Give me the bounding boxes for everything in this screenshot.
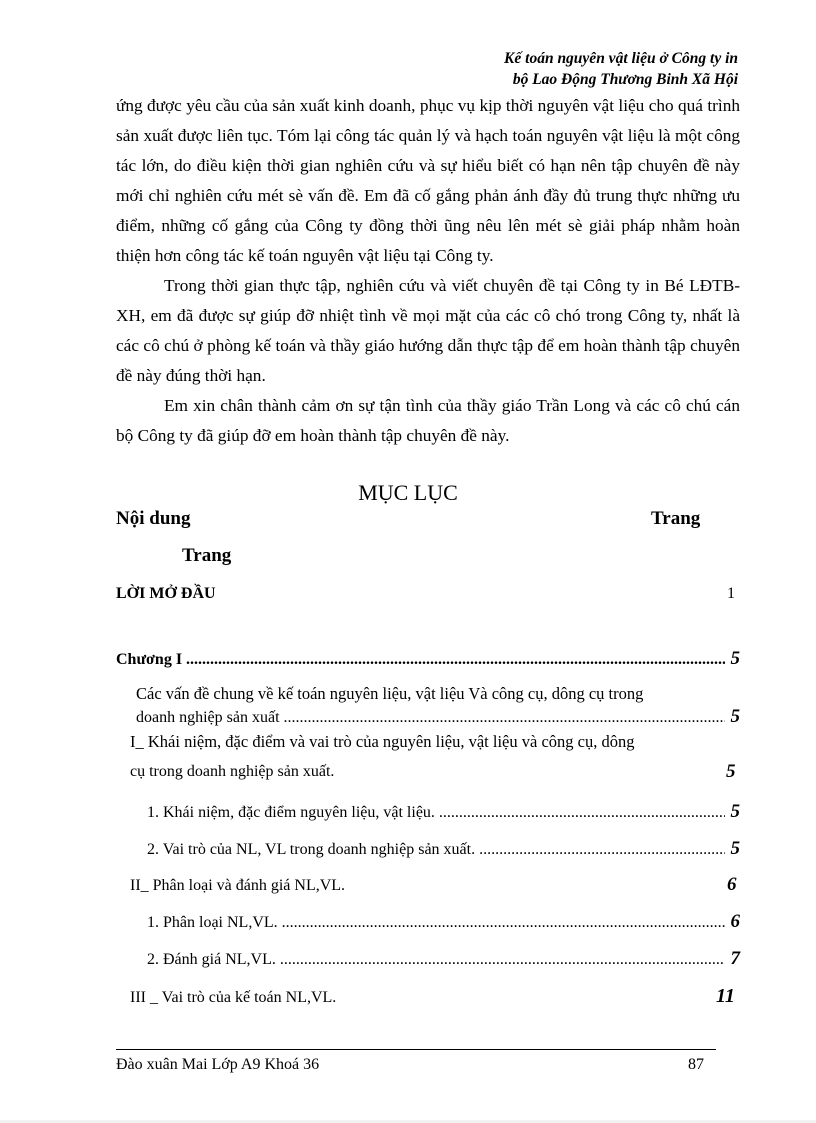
toc-entry-2-2[interactable] <box>147 948 740 970</box>
toc-column-page: Trang <box>651 508 701 529</box>
toc-entry-page: 5 <box>730 838 740 859</box>
toc-entry-general-issues-line-2[interactable] <box>136 706 740 728</box>
toc-entry-section-3[interactable]: III _ Vai trò của kế toán NL,VL. <box>130 989 337 1006</box>
header-line-1: Kế toán nguyên vật liệu ở Công ty in <box>504 50 738 67</box>
toc-entry-1-2[interactable] <box>147 838 740 860</box>
toc-entry-1-1[interactable] <box>147 801 740 823</box>
toc-entry-page: 1 <box>727 585 735 602</box>
toc-entry-page: 6 <box>727 874 737 895</box>
toc-entry-label: 2. Vai trò của NL, VL trong doanh nghiệp sản xuất. <box>147 841 476 858</box>
toc-entry-preface[interactable] <box>116 585 216 603</box>
toc-entry-label: 1. Phân loại NL,VL. <box>147 914 278 931</box>
toc-entry-chapter-1[interactable] <box>116 648 740 670</box>
toc-entry-page: 5 <box>726 761 736 782</box>
toc-entry-label: 1. Khái niệm, đặc điểm nguyên liệu, vật liệu. <box>147 804 435 821</box>
toc-entry-page: 6 <box>730 911 740 932</box>
toc-dot-leader <box>280 951 725 969</box>
toc-entry-label: LỜI MỞ ĐẦU <box>116 585 216 602</box>
toc-entry-page: 11 <box>716 985 735 1007</box>
toc-column-page-2: Trang <box>182 545 232 566</box>
header-line-2: bộ Lao Động Thương Binh Xã Hội <box>512 71 738 88</box>
toc-entry-label-line-1: I_ Khái niệm, đặc điểm và vai trò của nguyên liệu, vật liệu và công cụ, dông <box>130 732 635 751</box>
toc-dot-leader <box>439 804 725 822</box>
toc-entry-section-1[interactable] <box>130 730 730 754</box>
footer-author: Đào xuân Mai Lớp A9 Khoá 36 <box>116 1056 320 1073</box>
paragraph-2: Trong thời gian thực tập, nghiên cứu và viết chuyên đề tại Công ty in Bé LĐTB-XH, em đã được sự giúp đỡ nhiệt tình về mọi mặt của các cô chó trong Công ty, nhất là các cô chú ở phòng kế toán và thầy giáo hướng dẫn thực tập để em hoàn thành tập chuyên đề này đúng thời hạn. <box>116 276 740 385</box>
toc-entry-label-line-2: doanh nghiệp sản xuất <box>136 709 280 726</box>
toc-entry-page: 7 <box>730 948 740 969</box>
running-header <box>438 48 738 90</box>
toc-entry-page: 5 <box>730 801 740 822</box>
toc-title: MỤC LỤC <box>358 480 458 505</box>
toc-entry-section-2[interactable]: II_ Phân loại và đánh giá NL,VL. <box>130 877 346 894</box>
body-text <box>116 91 740 451</box>
paragraph-3: Em xin chân thành cảm ơn sự tận tình của thầy giáo Trần Long và các cô chú cán bộ Công ty đã giúp đỡ em hoàn thành tập chuyên đề này. <box>116 396 740 445</box>
toc-entry-general-issues[interactable] <box>136 682 736 706</box>
toc-entry-label: Chương I <box>116 651 183 668</box>
toc-dot-leader <box>282 914 725 932</box>
toc-entry-label-line-2: cụ trong doanh nghiệp sản xuất. <box>130 763 335 780</box>
paragraph-1: ứng được yêu cầu của sản xuất kinh doanh, phục vụ kịp thời nguyên vật liệu cho quá trình sản xuất được liên tục. Tóm lại công tác quản lý và hạch toán nguyên vật liệu là một công tác lớn, do điều kiện thời gian nghiên cứu và sự hiểu biết có hạn nên tập chuyên đề này mới chỉ nghiên cứu mét sè vấn đề. Em đã cố gắng phản ánh đầy đủ trung thực những ưu điểm, những cố gắng của Công ty đồng thời ũng nêu lên mét sè giải pháp nhằm hoàn thiện hơn công tác kế toán nguyên vật liệu tại Công ty. <box>116 96 740 265</box>
toc-entry-label-line-1: Các vấn đề chung về kế toán nguyên liệu, vật liệu Và công cụ, dông cụ trong <box>136 684 644 703</box>
toc-entry-2-1[interactable] <box>147 911 740 933</box>
toc-dot-leader <box>479 841 724 859</box>
toc-dot-leader <box>284 709 725 727</box>
toc-column-content: Nội dung <box>116 508 191 529</box>
toc-entry-label: 2. Đánh giá NL,VL. <box>147 951 276 968</box>
footer-divider <box>116 1049 716 1050</box>
toc-entry-page: 5 <box>730 648 740 669</box>
toc-entry-page: 5 <box>730 706 740 727</box>
toc-dot-leader <box>186 651 724 669</box>
footer-page-number: 87 <box>688 1056 704 1073</box>
